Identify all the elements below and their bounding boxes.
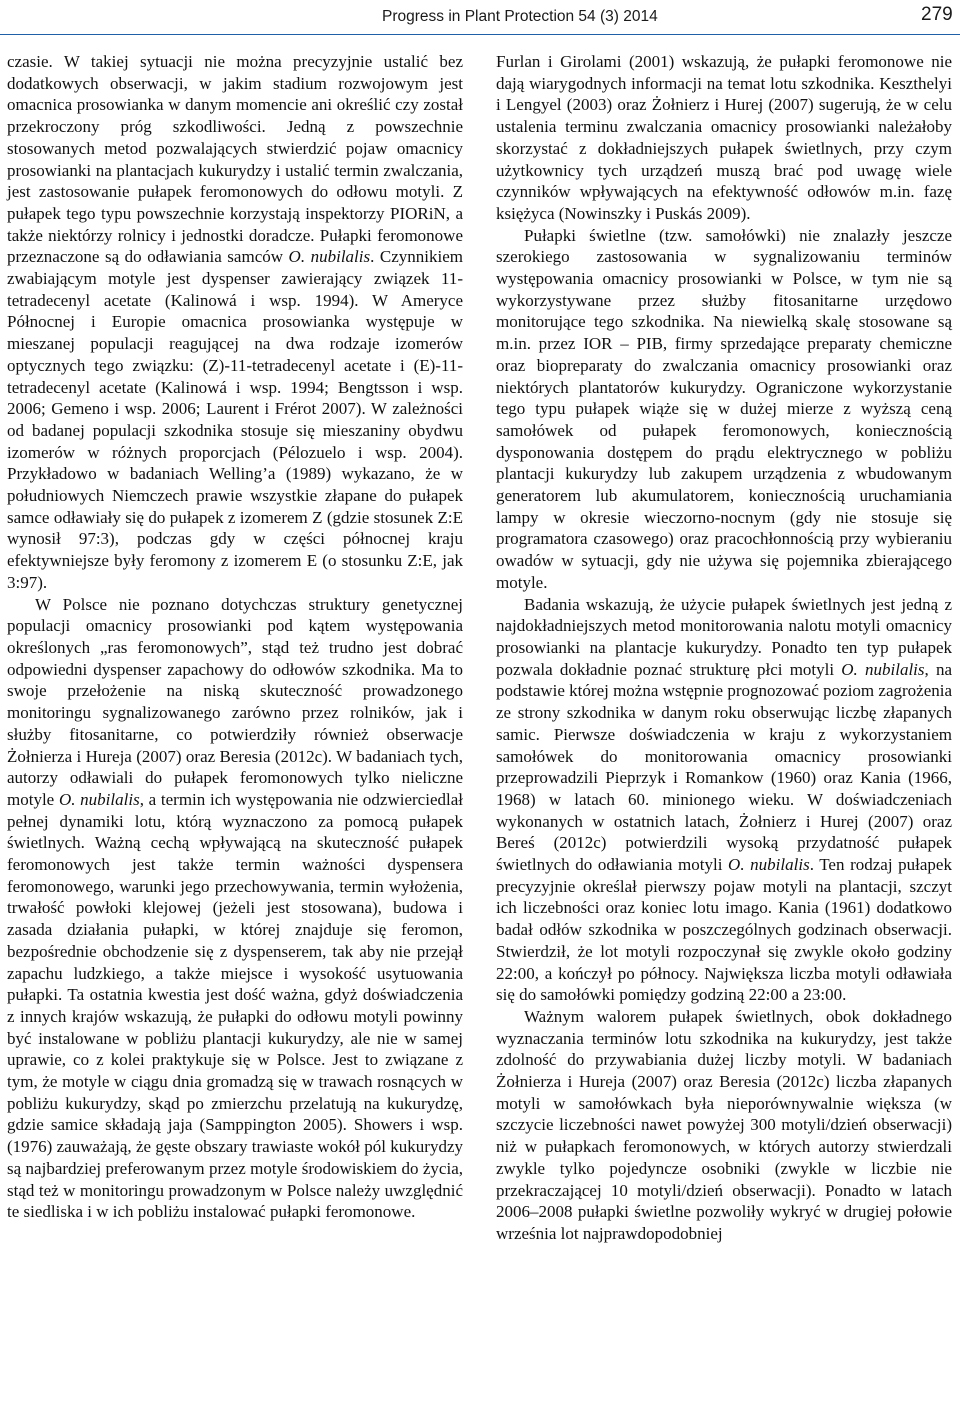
right-paragraph-3 — [496, 594, 952, 1006]
text-run: . Ten rodzaj pułapek precyzyjnie określał pierwszy pojaw motyli na plantacji, szczyt ich liczebności oraz koniec lotu imago. Kania (1961) dodatkowo badał odłów szkodnika w poszczególnych godzinach obserwacji. Stwierdził, że lot motyli rozpoczynał się zwykle około godziny 22:00, a kończył po północy. Największa liczba motyli odławiała się do samołówki pomiędzy godziną 22:00 a 23:00. — [496, 855, 952, 1005]
right-paragraph-4 — [496, 1006, 952, 1245]
right-column — [496, 51, 952, 1245]
page-header — [0, 4, 960, 26]
right-paragraph-1 — [496, 51, 952, 225]
text-run: Ważnym walorem pułapek świetlnych, obok dokładnego wyznaczania terminów lotu szkodnika na kukurydzy, jest także zdolność do przywabiania dużej liczby motyli. W badaniach Żołnierza i Hureja (2007) oraz Beresia (2012c) liczba złapanych motyli w samołówkach była nieporównywalnie większa (w szczycie liczebności nawet powyżej 300 motyli/dzień obserwacji) niż w pułapkach feromonowych, w których autorzy stwierdzali zwykle tylko pojedyncze osobniki (zwykle w liczbie nie przekraczającej 10 motyli/dzień obserwacji). Ponadto w latach 2006–2008 pułapki świetlne pozwoliły wykryć w drugiej połowie września lot najprawdopodobniej — [496, 1006, 952, 1243]
text-run: Pułapki świetlne (tzw. samołówki) nie znalazły jeszcze szerokiego zastosowania w sygnalizowaniu terminów występowania omacnicy prosowianki w Polsce, w tym nie są wykorzystywane przez służby fitosanitarne urzędowo monitorujące tego szkodnika. Na niewielką skalę stosowane są m.in. przez IOR – PIB, firmy sprzedające preparaty chemiczne oraz biopreparaty do zwalczania omacnicy prosowianki oraz niektórych plantatorów kukurydzy. Ograniczone wykorzystanie tego typu pułapek wiąże się w dużej mierze z wyższą ceną samołówek od pułapek feromonowych, koniecznością dysponowania dostępem do prądu elektrycznego w pobliżu plantacji kukurydzy lub zakupem urządzenia z wbudowanym generatorem lub akumulatorem, koniecznością uruchamiania lampy w okresie wieczorno-nocnym (gdy nie stosuje się programatora czasowego) oraz pracochłonnością przy wybieraniu owadów w sytuacji, gdy nie używa się pojemnika zbierającego motyle. — [496, 225, 952, 592]
text-run: Badania wskazują, że użycie pułapek świetlnych jest jedną z najdokładniejszych metod monitorowania nalotu motyli omacnicy prosowianki na plantacje kukurydzy. Ponadto ten typ pułapek pozwala dokładnie poznać strukturę płci motyli — [496, 594, 952, 679]
text-run: . Czynnikiem zwabiającym motyle jest dyspenser zawierający związek 11-tetradecenyl acetate (Kalinowá i wsp. 1994). W Ameryce Północnej i Europie omacnica prosowianka występuje w mieszanej populacji reagującej na dwa rodzaje izomerów optycznych tego związku: (Z)-11-tetradecenyl acetate i (E)-11-tetradecenyl acetate (Kalinowá i wsp. 1994; Bengtsson i wsp. 2006; Gemeno i wsp. 2006; Laurent i Frérot 2007). W zależności od badanej populacji szkodnika stosuje się mieszaniny obydwu izomerów w różnych proporcjach (Pélozuelo i wsp. 2004). Przykładowo w badaniach Welling’a (1989) wykazano, że w południowych Niemczech prawie wszystkie złapane do pułapek samce odławiały się do pułapek z izomerem Z (gdzie stosunek Z:E wynosił 97:3), podczas gdy w części północnej kraju efektywniejsze były feromony z izomerem E (o stosunku Z:E, jak 3:97). — [7, 247, 463, 592]
page-number: 279 — [921, 4, 953, 25]
journal-reference: Progress in Plant Protection 54 (3) 2014 — [382, 8, 658, 25]
right-paragraph-2 — [496, 225, 952, 594]
header-rule — [0, 34, 960, 35]
species-name: O. nubilalis — [58, 789, 140, 809]
species-name: O. nubilalis — [288, 247, 371, 267]
text-run: W Polsce nie poznano dotychczas struktury genetycznej populacji omacnicy prosowianki pod kątem występowania określonych „ras feromonowych”, stąd też trudno jest dobrać odpowiedni dyspenser zapachowy do odłowów szkodnika. Ma to swoje przełożenie na niską skuteczność prowadzonego monitoringu sygnalizowanego zarówno przez rolników, jak i służby fitosanitarne, co potwierdziły również obserwacje Żołnierza i Hureja (2007) oraz Beresia (2012c). W badaniach tych, autorzy odławiali do pułapek feromonowych tylko nieliczne motyle — [7, 594, 463, 809]
text-run: Furlan i Girolami (2001) wskazują, że pułapki feromonowe nie dają wiarygodnych informacji na temat lotu szkodnika. Keszthelyi i Lengyel (2003) oraz Żołnierz i Hurej (2007) sugerują, że w celu ustalenia terminu zwalczania omacnicy prosowianki należałoby skorzystać z dokładniejszych pułapek świetlnych, przy czym użytkownicy tych urządzeń muszą brać pod uwagę wiele czynników wpływających na efektywność odłowów m.in. fazę księżyca (Nowinszky i Puskás 2009). — [496, 52, 952, 223]
text-run: , na podstawie której można wstępnie prognozować poziom zagrożenia ze strony szkodnika w danym roku obserwując liczbę złapanych samic. Pierwsze doświadczenia w kraju z wykorzystaniem samołówek do monitorowania omacnicy prosowianki przeprowadzili Pieprzyk i Romankow (1960) oraz Kania (1966, 1968) w latach 60. minionego wieku. W doświadczeniach wykonanych w ostatnich latach, Żołnierz i Hurej (2007) oraz Bereś (2012c) potwierdzili wysoką przydatność pułapek świetlnych do odławiania motyli — [496, 659, 953, 875]
left-column — [7, 51, 463, 1223]
species-name: O. nubilalis — [728, 855, 810, 875]
left-paragraph-2 — [7, 594, 463, 1223]
text-run: , a termin ich występowania nie odzwierciedlał pełnej dynamiki lotu, którą wyznaczono za pomocą pułapek świetlnych. Ważną cechą wpływającą na skuteczność pułapek feromonowych jest także termin ważności dyspensera feromonowego, warunki jego przechowywania, termin wyłożenia, trwałość powłoki klejowej (jeżeli jest stosowana), budowa i zasada działania pułapki, w której znajduje się feromon, bezpośrednie obchodzenie się z dyspenserem, tak aby nie przejął zapachu ludzkiego, a także miejsce i wysokość usytuowania pułapki. Ta ostatnia kwestia jest dość ważna, gdyż doświadczenia z innych krajów wskazują, że pułapki do odłowu motyli powinny być instalowane w pobliżu plantacji kukurydzy, ale nie w samej uprawie, co z kolei praktykuje się w Polsce. Jest to związane z tym, że motyle w ciągu dnia gromadzą się w trawach rosnących w pobliżu kukurydzy, skąd po zmierzchu przelatują na kukurydzę, gdzie samice składają jaja (Samppington 2005). Showers i wsp. (1976) zauważają, że gęste obszary trawiaste wokół pól kukurydzy są najbardziej preferowanym przez motyle środowiskiem do życia, stąd też w monitoringu prowadzonym w Polsce należy uwzględnić te siedliska i w ich pobliżu instalować pułapki feromonowe. — [7, 789, 463, 1222]
left-paragraph-1 — [7, 51, 463, 594]
species-name: O. nubilalis — [841, 659, 925, 679]
text-run: czasie. W takiej sytuacji nie można precyzyjnie ustalić bez dodatkowych obserwacji, w jakim stadium rozwojowym jest omacnica prosowianka w danym momencie ani określić czy został przekroczony próg szkodliwości. Jedną z powszechnie stosowanych metod pozwalających stwierdzić pojaw omacnicy prosowianki na plantacjach kukurydzy i ustalić termin zwalczania, jest zastosowanie pułapek feromonowych do odłowu motyli. Z pułapek tego typu powszechnie korzystają inspektorzy PIORiN, a także niektórzy rolnicy i jednostki doradcze. Pułapki feromonowe przeznaczone są do odławiania samców — [7, 52, 463, 267]
